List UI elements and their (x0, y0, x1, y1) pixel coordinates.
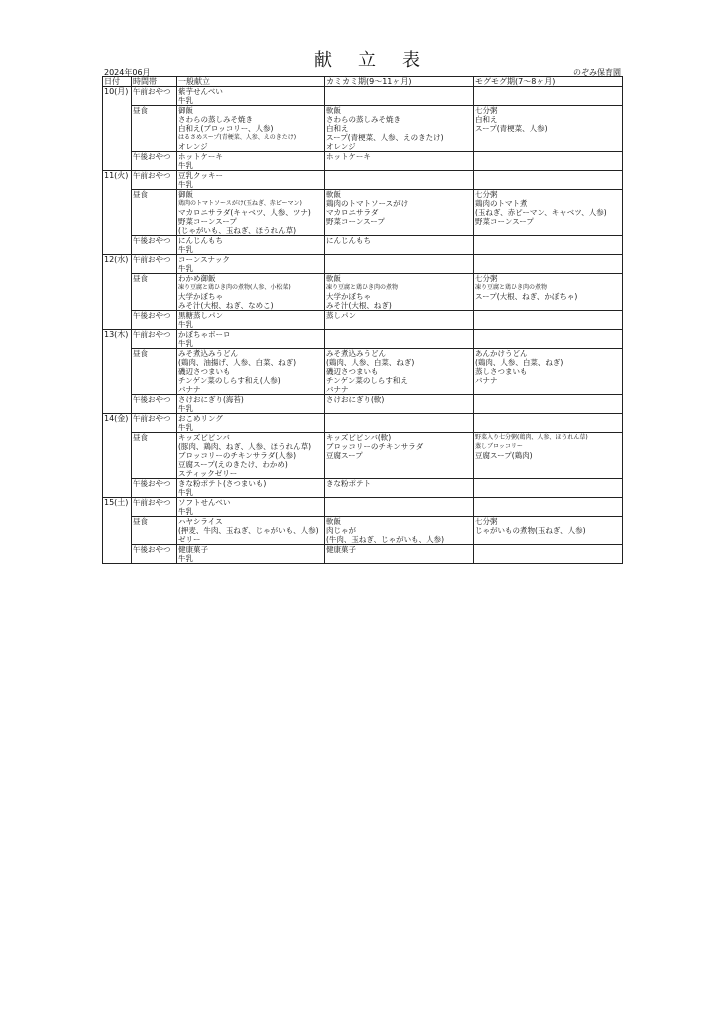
slot-cell: 昼食 (132, 349, 177, 395)
menu-item (475, 245, 621, 254)
mogumogu-menu-cell (474, 479, 623, 498)
general-menu-cell (177, 236, 325, 255)
slot-cell: 午後おやつ (132, 311, 177, 330)
general-menu-cell (177, 349, 325, 395)
slot-cell: 午前おやつ (132, 498, 177, 517)
menu-item: はるさめスープ(青梗菜、人参、えのきたけ) (178, 134, 297, 141)
column-header-slot: 時間帯 (132, 77, 177, 87)
menu-item: (鶏肉、人参、白菜、ねぎ) (475, 358, 564, 367)
menu-item: 紫芋せんべい (178, 87, 223, 96)
general-menu-cell (177, 190, 325, 236)
menu-item: みそ煮込みうどん (178, 349, 238, 358)
mogumogu-menu-cell (474, 87, 623, 106)
mogumogu-menu-cell (474, 106, 623, 152)
menu-item: さわらの蒸しみそ焼き (178, 115, 253, 124)
menu-item: わかめ御飯 (178, 274, 216, 283)
menu-item: 牛乳 (178, 96, 193, 105)
menu-item (475, 87, 621, 96)
menu-item: 御飯 (178, 190, 193, 199)
kamikami-menu-cell (325, 106, 474, 152)
menu-item: 軟飯 (326, 517, 341, 526)
menu-item: みそ汁(大根、ねぎ、なめこ) (178, 301, 274, 310)
menu-item: きな粉ポテト(さつまいも) (178, 479, 267, 488)
menu-item: 野菜コーンスープ (326, 217, 385, 226)
slot-cell: 午後おやつ (132, 236, 177, 255)
menu-item (475, 255, 621, 264)
menu-item: ホットケーキ (178, 152, 223, 161)
table-row (103, 152, 623, 171)
menu-item: スープ(大根、ねぎ、かぼちゃ) (475, 292, 578, 301)
menu-item: あんかけうどん (475, 349, 528, 358)
menu-item: 軟飯 (326, 190, 341, 199)
menu-item (475, 554, 621, 563)
menu-item: 鶏肉のトマト煮 (475, 199, 528, 208)
kamikami-menu-cell (325, 545, 474, 564)
menu-item: 七分粥 (475, 517, 498, 526)
table-row (103, 545, 623, 564)
kamikami-menu-cell (325, 236, 474, 255)
menu-item: 白和え (475, 115, 498, 124)
menu-date: 2024年06月 (104, 68, 151, 77)
menu-item (475, 404, 621, 413)
table-row (103, 395, 623, 414)
day-cell: 10(月) (103, 87, 132, 171)
menu-item (475, 414, 621, 423)
slot-cell: 午後おやつ (132, 395, 177, 414)
menu-item: 白和え(ブロッコリー、人参) (178, 124, 274, 133)
menu-item: ブロッコリーのチキンサラダ (326, 442, 424, 451)
menu-item: にんじんもち (178, 236, 223, 245)
menu-item: ソフトせんべい (178, 498, 231, 507)
table-row (103, 171, 623, 190)
menu-item: 肉じゃが (326, 526, 356, 535)
menu-item (475, 339, 621, 348)
menu-item: 牛乳 (178, 339, 193, 348)
kamikami-menu-cell (325, 190, 474, 236)
menu-item (326, 498, 472, 507)
table-row (103, 311, 623, 330)
menu-item (475, 479, 621, 488)
mogumogu-menu-cell (474, 433, 623, 479)
table-row (103, 433, 623, 479)
menu-item: 磯辺さつまいも (326, 367, 379, 376)
menu-item: おこめリング (178, 414, 223, 423)
general-menu-cell (177, 330, 325, 349)
menu-item (326, 161, 472, 170)
slot-cell: 昼食 (132, 517, 177, 545)
menu-item (326, 488, 472, 497)
menu-item: ゼリー (178, 535, 201, 544)
menu-item: みそ汁(大根、ねぎ) (326, 301, 392, 310)
menu-item (475, 395, 621, 404)
menu-item: キッズビビンバ(軟) (326, 433, 392, 442)
mogumogu-menu-cell (474, 517, 623, 545)
menu-item (326, 339, 472, 348)
menu-item: 蒸しさつまいも (475, 367, 528, 376)
menu-item: キッズビビンバ (178, 433, 230, 442)
menu-item: 御飯 (178, 106, 193, 115)
kamikami-menu-cell (325, 171, 474, 190)
menu-item: ハヤシライス (178, 517, 223, 526)
menu-item: 鶏肉のトマトソースがけ(玉ねぎ、赤ピーマン) (178, 200, 302, 207)
kamikami-menu-cell (325, 87, 474, 106)
table-row (103, 517, 623, 545)
menu-item: 牛乳 (178, 507, 193, 516)
day-cell: 15(土) (103, 498, 132, 564)
menu-item: 牛乳 (178, 404, 193, 413)
menu-item (326, 180, 472, 189)
slot-cell: 昼食 (132, 433, 177, 479)
general-menu-cell (177, 545, 325, 564)
menu-item: (豚肉、鶏肉、ねぎ、人参、ほうれん草) (178, 442, 312, 451)
kamikami-menu-cell (325, 274, 474, 311)
slot-cell: 午後おやつ (132, 152, 177, 171)
mogumogu-menu-cell (474, 190, 623, 236)
table-row (103, 236, 623, 255)
menu-item: 健康菓子 (178, 545, 208, 554)
menu-item (326, 414, 472, 423)
menu-item (475, 171, 621, 180)
slot-cell: 昼食 (132, 106, 177, 152)
menu-item (475, 507, 621, 516)
day-cell: 12(水) (103, 255, 132, 330)
menu-item: 蒸しパン (326, 311, 356, 320)
menu-item: さわらの蒸しみそ焼き (326, 115, 401, 124)
kamikami-menu-cell (325, 349, 474, 395)
kamikami-menu-cell (325, 330, 474, 349)
menu-item: 豆腐スープ (326, 451, 363, 460)
menu-item (475, 488, 621, 497)
mogumogu-menu-cell (474, 395, 623, 414)
menu-item: 牛乳 (178, 554, 193, 563)
menu-item: 牛乳 (178, 264, 193, 273)
menu-item (326, 423, 472, 432)
menu-item: (鶏肉、油揚げ、人参、白菜、ねぎ) (178, 358, 297, 367)
general-menu-cell (177, 395, 325, 414)
menu-item: スープ(青梗菜、人参) (475, 124, 548, 133)
menu-item: (押麦、牛肉、玉ねぎ、じゃがいも、人参) (178, 526, 319, 535)
table-row (103, 190, 623, 236)
menu-item: (鶏肉、人参、白菜、ねぎ) (326, 358, 415, 367)
general-menu-cell (177, 414, 325, 433)
mogumogu-menu-cell (474, 311, 623, 330)
menu-item: 牛乳 (178, 245, 193, 254)
menu-item: バナナ (475, 376, 498, 385)
general-menu-cell (177, 255, 325, 274)
menu-item (326, 87, 472, 96)
table-row (103, 349, 623, 395)
menu-item (326, 96, 472, 105)
menu-item: 豆乳クッキー (178, 171, 223, 180)
column-header-kamikami: カミカミ期(9～11ヶ月) (325, 77, 474, 87)
slot-cell: 午前おやつ (132, 171, 177, 190)
column-header-mogumogu: モグモグ期(7～8ヶ月) (474, 77, 623, 87)
general-menu-cell (177, 152, 325, 171)
general-menu-cell (177, 274, 325, 311)
menu-item: コーンスナック (178, 255, 230, 264)
menu-item: 野菜コーンスープ (178, 217, 237, 226)
menu-item: かぼちゃボーロ (178, 330, 231, 339)
menu-item: みそ煮込みうどん (326, 349, 386, 358)
menu-item (326, 507, 472, 516)
table-row (103, 274, 623, 311)
menu-item (475, 152, 621, 161)
table-row (103, 87, 623, 106)
menu-item: 鶏肉のトマトソースがけ (326, 199, 409, 208)
mogumogu-menu-cell (474, 255, 623, 274)
menu-item: さけおにぎり(軟) (326, 395, 385, 404)
day-cell: 14(金) (103, 414, 132, 498)
menu-item (326, 554, 472, 563)
menu-item: 豆腐スープ(鶏肉) (475, 451, 533, 460)
menu-item: にんじんもち (326, 236, 371, 245)
menu-item: きな粉ポテト (326, 479, 371, 488)
menu-item: 凍り豆腐と鶏ひき肉の煮物(人参、小松菜) (178, 284, 291, 291)
menu-item: さけおにぎり(海苔) (178, 395, 244, 404)
general-menu-cell (177, 171, 325, 190)
day-cell: 13(木) (103, 330, 132, 414)
menu-item: 軟飯 (326, 274, 341, 283)
menu-item: 黒糖蒸しパン (178, 311, 223, 320)
mogumogu-menu-cell (474, 152, 623, 171)
menu-item: 牛乳 (178, 161, 193, 170)
mogumogu-menu-cell (474, 236, 623, 255)
mogumogu-menu-cell (474, 545, 623, 564)
menu-item: マカロニサラダ(キャベツ、人参、ツナ) (178, 208, 311, 217)
menu-item (475, 236, 621, 245)
menu-item: 凍り豆腐と鶏ひき肉の煮物 (326, 284, 399, 291)
menu-item: オレンジ (326, 142, 356, 151)
menu-table (102, 76, 623, 564)
menu-item: 大学かぼちゃ (326, 292, 371, 301)
kamikami-menu-cell (325, 498, 474, 517)
column-header-day: 日付 (103, 77, 132, 87)
slot-cell: 午後おやつ (132, 545, 177, 564)
mogumogu-menu-cell (474, 330, 623, 349)
slot-cell: 午前おやつ (132, 330, 177, 349)
table-row (103, 330, 623, 349)
general-menu-cell (177, 106, 325, 152)
menu-body (103, 87, 623, 564)
slot-cell: 昼食 (132, 190, 177, 236)
menu-item: スティックゼリー (178, 469, 238, 478)
menu-item: スープ(青梗菜、人参、えのきたけ) (326, 133, 444, 142)
slot-cell: 午前おやつ (132, 87, 177, 106)
menu-item (475, 180, 621, 189)
menu-item: 蒸しブロッコリー (475, 443, 523, 450)
table-row (103, 106, 623, 152)
menu-item (475, 96, 621, 105)
kamikami-menu-cell (325, 517, 474, 545)
page-title: 献立表 (314, 50, 446, 71)
menu-item (475, 264, 621, 273)
kamikami-menu-cell (325, 479, 474, 498)
kamikami-menu-cell (325, 255, 474, 274)
column-header-general: 一般献立 (177, 77, 325, 87)
menu-item (475, 330, 621, 339)
slot-cell: 午前おやつ (132, 414, 177, 433)
menu-item: 牛乳 (178, 320, 193, 329)
menu-item: チンゲン菜のしらす和え(人参) (178, 376, 281, 385)
menu-item: 牛乳 (178, 180, 193, 189)
menu-item: 豆腐スープ(えのきたけ、わかめ) (178, 460, 288, 469)
menu-item: (牛肉、玉ねぎ、じゃがいも、人参) (326, 535, 445, 544)
menu-item: マカロニサラダ (326, 208, 379, 217)
table-row (103, 414, 623, 433)
menu-item: (じゃがいも、玉ねぎ、ほうれん草) (178, 226, 297, 235)
general-menu-cell (177, 87, 325, 106)
mogumogu-menu-cell (474, 274, 623, 311)
table-row (103, 479, 623, 498)
menu-item: 健康菓子 (326, 545, 356, 554)
kamikami-menu-cell (325, 414, 474, 433)
menu-item: チンゲン菜のしらす和え (326, 376, 408, 385)
menu-item (326, 320, 472, 329)
kamikami-menu-cell (325, 395, 474, 414)
menu-item (475, 320, 621, 329)
menu-item: 七分粥 (475, 274, 498, 283)
menu-item: バナナ (326, 385, 349, 394)
menu-item (475, 498, 621, 507)
menu-item: 軟飯 (326, 106, 341, 115)
menu-item (326, 171, 472, 180)
menu-item (326, 255, 472, 264)
header-row (103, 77, 623, 87)
menu-item (326, 245, 472, 254)
menu-item: 牛乳 (178, 423, 193, 432)
menu-item: 野菜入り七分粥(鶏肉、人参、ほうれん草) (475, 434, 588, 441)
menu-item: 白和え (326, 124, 349, 133)
menu-item (475, 423, 621, 432)
mogumogu-menu-cell (474, 171, 623, 190)
table-row (103, 255, 623, 274)
menu-item: 牛乳 (178, 488, 193, 497)
menu-item: (玉ねぎ、赤ピーマン、キャベツ、人参) (475, 208, 607, 217)
menu-item: 七分粥 (475, 190, 498, 199)
general-menu-cell (177, 433, 325, 479)
menu-item: じゃがいもの煮物(玉ねぎ、人参) (475, 526, 586, 535)
menu-item (326, 404, 472, 413)
kamikami-menu-cell (325, 311, 474, 330)
menu-item: バナナ (178, 385, 201, 394)
slot-cell: 昼食 (132, 274, 177, 311)
menu-item (326, 330, 472, 339)
menu-item (475, 545, 621, 554)
slot-cell: 午後おやつ (132, 479, 177, 498)
general-menu-cell (177, 479, 325, 498)
menu-item: 七分粥 (475, 106, 498, 115)
menu-item (475, 161, 621, 170)
day-cell: 11(火) (103, 171, 132, 255)
general-menu-cell (177, 311, 325, 330)
mogumogu-menu-cell (474, 349, 623, 395)
kamikami-menu-cell (325, 433, 474, 479)
menu-item: オレンジ (178, 142, 208, 151)
menu-item: 大学かぼちゃ (178, 292, 223, 301)
kamikami-menu-cell (325, 152, 474, 171)
general-menu-cell (177, 517, 325, 545)
table-row (103, 498, 623, 517)
mogumogu-menu-cell (474, 498, 623, 517)
menu-item (475, 311, 621, 320)
menu-item: ブロッコリーのチキンサラダ(人参) (178, 451, 297, 460)
mogumogu-menu-cell (474, 414, 623, 433)
menu-item: 野菜コーンスープ (475, 217, 534, 226)
menu-item: 凍り豆腐と鶏ひき肉の煮物 (475, 284, 548, 291)
menu-item (326, 264, 472, 273)
school-name: のぞみ保育園 (573, 68, 621, 77)
menu-item: 磯辺さつまいも (178, 367, 231, 376)
menu-item: ホットケーキ (326, 152, 371, 161)
slot-cell: 午前おやつ (132, 255, 177, 274)
general-menu-cell (177, 498, 325, 517)
